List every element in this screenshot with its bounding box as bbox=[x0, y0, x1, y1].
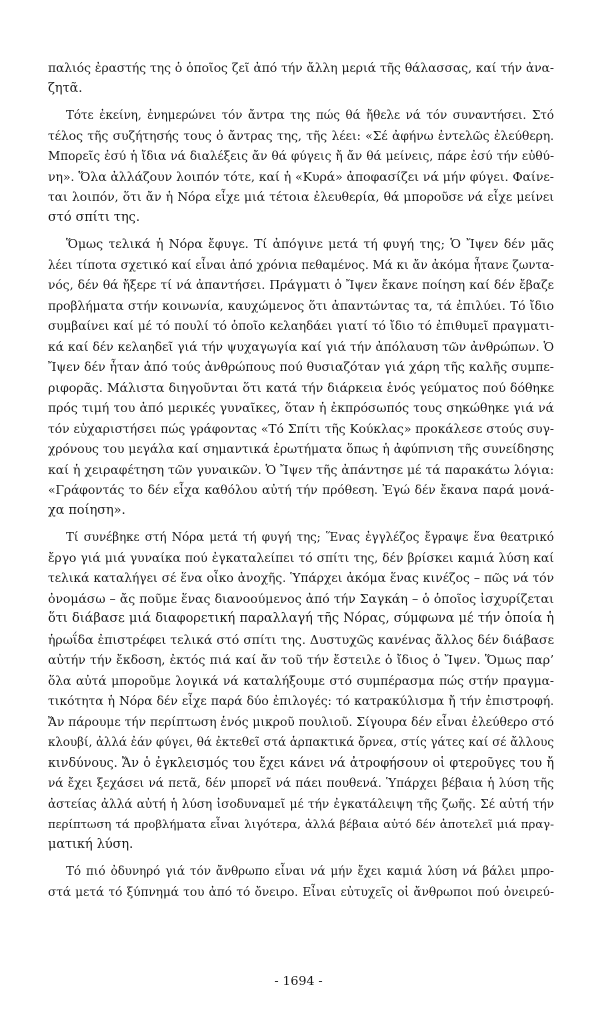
text-line: στά μετά τό ξύπνημά του ἀπό τό ὄνειρο. Εἶναι εὐτυχεῖς οἱ ἄνθρωποι πού ὀνειρεύ- bbox=[48, 884, 554, 899]
text-line: χρόνους του μεγάλα καί σημαντικά ἐρωτήματα ὅπως ἡ ἀφύπνιση τῆς συνείδησης bbox=[48, 442, 554, 456]
text-line: καί ἡ χειραφέτηση τῶν γυναικῶν. Ὁ Ἴψεν τῆς ἀπάντησε μέ τά παρακάτω λόγια: bbox=[48, 461, 554, 477]
text-line: Μπορεῖς ἐσύ ἡ ἴδια νά διαλέξεις ἄν θά φύγεις ἤ ἄν θά μείνεις, πάρε ἐσύ τήν εὐθύ- bbox=[48, 149, 554, 163]
text-line: προβλήματα στήν κοινωνία, καυχώμενος ὅτι ἀπαντώντας τα, τά ἐπιλύει. Τό ἴδιο bbox=[48, 298, 554, 313]
text-line: ὅτι διάβασε μιά διαφορετική παραλλαγή τῆς Νόρας, σύμφωνα μέ τήν ὁποία ἡ bbox=[48, 611, 554, 626]
text-line: ριφορᾶς. Μάλιστα διηγοῦνται ὅτι κατά τήν διάρκεια ἑνός γεύματος πού δόθηκε bbox=[48, 379, 554, 395]
text-line: «Γράφοντάς το δέν εἶχα καθόλου αὐτή τήν πρόθεση. Ἐγώ δέν ἔκανα παρά μονά- bbox=[48, 483, 554, 497]
text-line: ται λοιπόν, ὅτι ἄν ἡ Νόρα εἶχε μιά τέτοια ἐλευθερία, θά μποροῦσε νά εἶχε μείνει bbox=[48, 190, 554, 204]
text-line: ὀνομάσω – ἄς ποῦμε ἕνας διανοούμενος ἀπό τήν Σαγκάη – ὁ ὁποῖος ἰσχυρίζεται bbox=[48, 590, 554, 606]
text-line: Ἄν πάρουμε τήν περίπτωση ἑνός μικροῦ πουλιοῦ. Σίγουρα δέν εἶναι ἐλεύθερο στό bbox=[48, 714, 554, 729]
text-line: Ἴψεν δέν ἦταν ἀπό τούς ἀνθρώπους πού θυσιαζόταν γιά χάρη τῆς καλῆς συμπε- bbox=[48, 359, 554, 374]
text-line: τικότητα ἡ Νόρα δέν εἶχε παρά δύο ἐπιλογές: τό κατρακύλισμα ἤ τήν ἐπιστροφή. bbox=[48, 694, 554, 708]
text-line: παλιός ἐραστής της ὁ ὁποῖος ζεῖ ἀπό τήν ἄλλη μεριά τῆς θάλασσας, καί τήν ἀνα- bbox=[48, 61, 554, 75]
text-line: τελικά καταλήγει σέ ἕνα οἶκο ἀνοχῆς. Ὑπάρχει ἀκόμα ἕνας κινέζος – πῶς νά τόν bbox=[48, 571, 554, 585]
text-line: ματική λύση. bbox=[48, 836, 134, 852]
text-line: τέλος τῆς συζήτησής τους ὁ ἄντρας της, τῆς λέει: «Σέ ἀφήνω ἐντελῶς ἐλεύθερη. bbox=[48, 128, 554, 143]
text-line: κινδύνους. Ἄν ὁ ἐγκλεισμός του ἔχει κάνει νά ἀτροφήσουν οἱ φτεροῦγες του ἤ bbox=[48, 754, 554, 770]
text-line: πρός τιμή του ἀπό μερικές γυναῖκες, ὅταν ἡ ἐκπρόσωπός τους σηκώθηκε γιά νά bbox=[48, 400, 554, 415]
text-line: κά καί δέν κελαηδεῖ γιά τήν ψυχαγωγία καί γιά τήν ἀπόλαυση τῶν ἀνθρώπων. Ὁ bbox=[48, 339, 554, 354]
text-line: ὅλα αὐτά μποροῦμε λογικά νά καταλήξουμε στό συμπέρασμα πώς στήν πραγμα- bbox=[48, 673, 554, 688]
text-line: ζητᾶ. bbox=[48, 80, 83, 96]
text-line: Τό πιό ὀδυνηρό γιά τόν ἄνθρωπο εἶναι νά μήν ἔχει καμιά λύση νά βάλει μπρο- bbox=[66, 864, 554, 878]
page-number: - 1694 - bbox=[274, 973, 323, 988]
paragraph bbox=[48, 861, 554, 902]
paragraph bbox=[48, 527, 554, 855]
paragraph bbox=[48, 105, 554, 228]
text-line: περίπτωση τά προβλήματα εἶναι λιγότερα, ἀλλά βέβαια αὐτό δέν ἀποτελεῖ μιά πραγ- bbox=[48, 817, 554, 831]
text-line: κλουβί, ἀλλά ἐάν φύγει, θά ἐκτεθεῖ στά ἁρπακτικά ὄρνεα, στίς γάτες καί σέ ἄλλους bbox=[48, 735, 554, 749]
text-line: ἡρωΐδα ἐπιστρέφει τελικά στό σπίτι της. Δυστυχῶς κανένας ἄλλος δέν διάβασε bbox=[48, 631, 554, 647]
text-line: ἀστείας ἀλλά αὐτή ἡ λύση ἰσοδυναμεῖ μέ τήν ἐγκατάλειψη τῆς ζωῆς. Σέ αὐτή τήν bbox=[48, 796, 554, 811]
text-line: Τί συνέβηκε στή Νόρα μετά τή φυγή της; Ἕνας ἐγγλέζος ἔγραψε ἕνα θεατρικό bbox=[66, 530, 554, 544]
text-line: Ὅμως τελικά ἡ Νόρα ἔφυγε. Τί ἀπόγινε μετά τή φυγή της; Ὁ Ἴψεν δέν μᾶς bbox=[66, 236, 554, 251]
body-text bbox=[48, 58, 554, 902]
text-line: τόν εὐχαριστήσει πώς γράφοντας «Τό Σπίτι τῆς Κούκλας» προκάλεσε στούς συγ- bbox=[48, 421, 554, 436]
text-line: Τότε ἐκείνη, ἐνημερώνει τόν ἄντρα της πώς θά ἤθελε νά τόν συναντήσει. Στό bbox=[66, 108, 554, 122]
text-line: αὐτήν τήν ἔκδοση, ἐκτός πιά καί ἄν τοῦ τήν ἔστειλε ὁ ἴδιος ὁ Ἴψεν. Ὅμως παρ’ bbox=[48, 652, 554, 667]
text-line: συμβαίνει καί μέ τό πουλί τό ὁποῖο κελαηδάει γιατί τό ἴδιο τό ἐπιθυμεῖ πραγματι- bbox=[48, 319, 554, 333]
text-line: ἔργο γιά μιά γυναίκα πού ἐγκαταλείπει τό σπίτι της, δέν βρίσκει καμιά λύση καί bbox=[48, 550, 554, 565]
text-line: στό σπίτι της. bbox=[48, 209, 140, 225]
text-line: νός, δέν θά ἤξερε τί νά ἀπαντήσει. Πράγματι ὁ Ἴψεν ἔκανε ποίηση καί δέν ἔβαζε bbox=[48, 278, 554, 292]
paragraph bbox=[48, 234, 554, 521]
text-line: λέει τίποτα σχετικό καί εἶναι ἀπό χρόνια πεθαμένος. Μά κι ἄν ἀκόμα ἦτανε ζωντα- bbox=[48, 257, 554, 272]
paragraph bbox=[48, 58, 554, 99]
text-line: χα ποίηση». bbox=[48, 502, 126, 518]
text-line: νη». Ὅλα ἀλλάζουν λοιπόν τότε, καί ἡ «Κυρά» ἀποφασίζει νά μήν φύγει. Φαίνε- bbox=[48, 168, 554, 184]
text-line: νά ἔχει ξεχάσει νά πετᾶ, δέν μπορεῖ νά πάει πουθενά. Ὑπάρχει βέβαια ἡ λύση τῆς bbox=[48, 776, 554, 790]
